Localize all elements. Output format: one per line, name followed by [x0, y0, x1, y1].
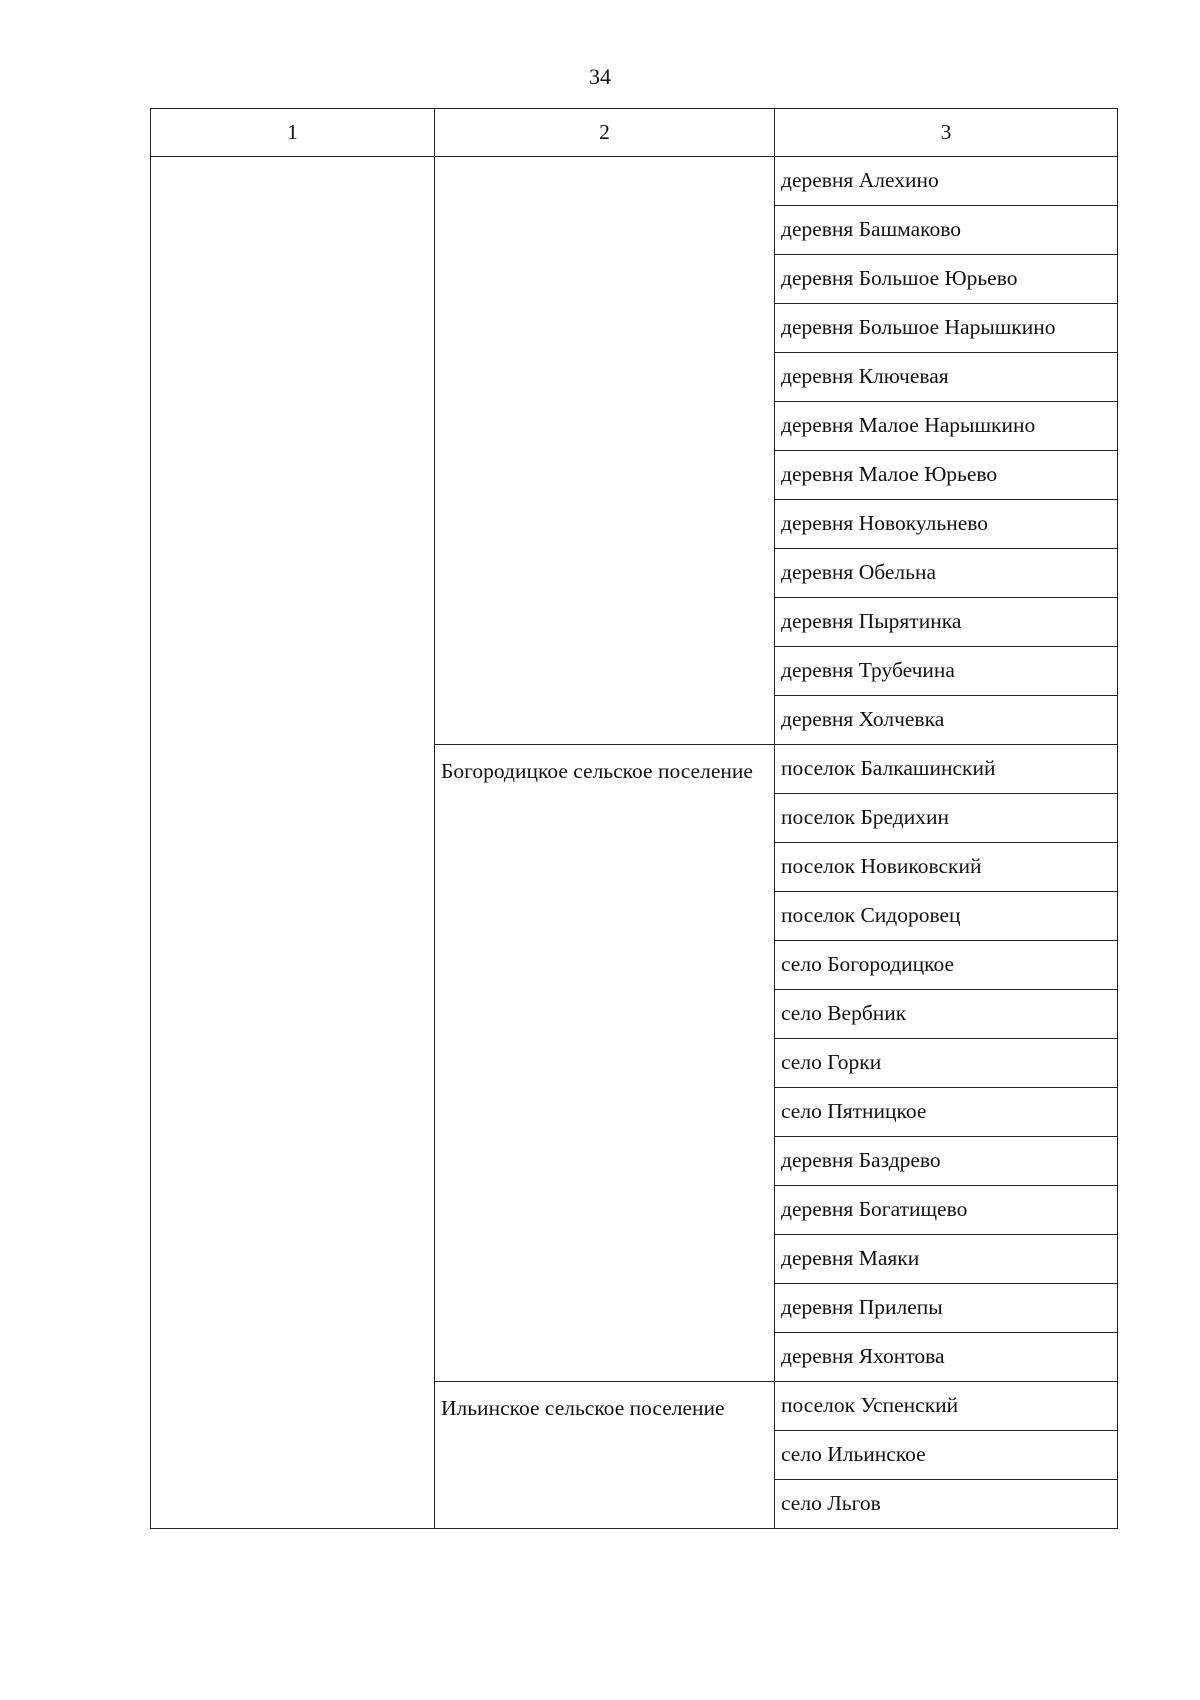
- header-row: [151, 109, 1118, 157]
- header-col-1: 1: [151, 109, 435, 157]
- locality-cell: поселок Новиковский: [775, 843, 1118, 892]
- locality-cell: деревня Обельна: [775, 549, 1118, 598]
- locality-cell: деревня Пырятинка: [775, 598, 1118, 647]
- locality-cell: деревня Малое Нарышкино: [775, 402, 1118, 451]
- locality-cell: село Льгов: [775, 1480, 1118, 1529]
- locality-cell: поселок Успенский: [775, 1382, 1118, 1431]
- locality-cell: деревня Маяки: [775, 1235, 1118, 1284]
- settlements-table: [150, 108, 1118, 1529]
- locality-cell: поселок Балкашинский: [775, 745, 1118, 794]
- table-header: [151, 109, 1118, 157]
- locality-cell: деревня Башмаково: [775, 206, 1118, 255]
- locality-cell: село Ильинское: [775, 1431, 1118, 1480]
- settlement-cell: Ильинское сельское поселение: [435, 1382, 775, 1529]
- locality-cell: деревня Богатищево: [775, 1186, 1118, 1235]
- locality-cell: поселок Бредихин: [775, 794, 1118, 843]
- locality-cell: деревня Малое Юрьево: [775, 451, 1118, 500]
- settlement-cell: [435, 157, 775, 745]
- locality-cell: поселок Сидоровец: [775, 892, 1118, 941]
- locality-cell: деревня Новокульнево: [775, 500, 1118, 549]
- locality-cell: село Вербник: [775, 990, 1118, 1039]
- locality-cell: деревня Трубечина: [775, 647, 1118, 696]
- locality-cell: деревня Ключевая: [775, 353, 1118, 402]
- page-number: 34: [589, 64, 611, 89]
- locality-cell: деревня Холчевка: [775, 696, 1118, 745]
- header-col-3: 3: [775, 109, 1118, 157]
- locality-cell: село Горки: [775, 1039, 1118, 1088]
- table-row: [151, 157, 1118, 206]
- locality-cell: деревня Баздрево: [775, 1137, 1118, 1186]
- locality-cell: деревня Алехино: [775, 157, 1118, 206]
- locality-cell: деревня Большое Юрьево: [775, 255, 1118, 304]
- settlement-cell: Богородицкое сельское поселение: [435, 745, 775, 1382]
- locality-cell: село Богородицкое: [775, 941, 1118, 990]
- locality-cell: деревня Прилепы: [775, 1284, 1118, 1333]
- locality-cell: деревня Большое Нарышкино: [775, 304, 1118, 353]
- locality-cell: село Пятницкое: [775, 1088, 1118, 1137]
- header-col-2: 2: [435, 109, 775, 157]
- locality-cell: деревня Яхонтова: [775, 1333, 1118, 1382]
- district-cell: [151, 157, 435, 1529]
- table-body: [151, 157, 1118, 1529]
